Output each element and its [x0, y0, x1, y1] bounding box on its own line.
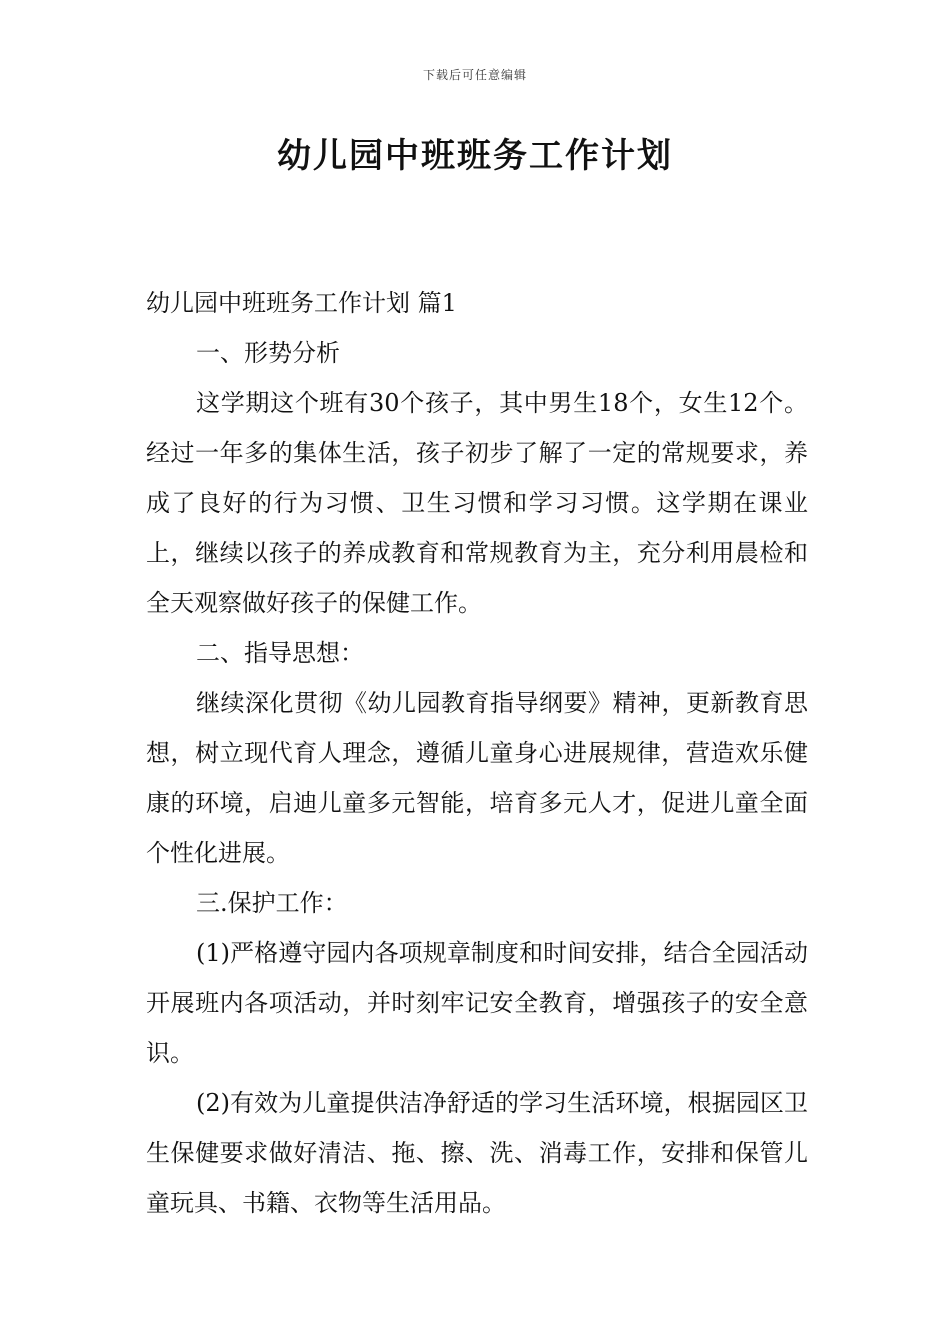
paragraph-protection-item-2: (2)有效为儿童提供洁净舒适的学习生活环境，根据园区卫生保健要求做好清洁、拖、擦、洗、消毒工作，安排和保管儿童玩具、书籍、衣物等生活用品。: [146, 1089, 808, 1217]
paragraph-protection-item-1: (1)严格遵守园内各项规章制度和时间安排，结合全园活动开展班内各项活动，并时刻牢记安全教育，增强孩子的安全意识。: [146, 939, 808, 1067]
document-title: 幼儿园中班班务工作计划: [277, 136, 673, 176]
paragraph-situation-analysis: 这学期这个班有30个孩子，其中男生18个，女生12个。经过一年多的集体生活，孩子初步了解了一定的常规要求，养成了良好的行为习惯、卫生习惯和学习习惯。这学期在课业上，继续以孩子的养成教育和常规教育为主，充分利用晨检和全天观察做好孩子的保健工作。: [146, 389, 808, 617]
header-note: 下载后可任意编辑: [422, 68, 527, 82]
section-subtitle: 幼儿园中班班务工作计划 篇1: [146, 289, 457, 317]
heading-guiding-ideology: 二、指导思想：: [196, 639, 364, 667]
heading-protection-work: 三.保护工作：: [196, 889, 348, 917]
heading-situation-analysis: 一、形势分析: [196, 339, 340, 367]
paragraph-guiding-ideology: 继续深化贯彻《幼儿园教育指导纲要》精神，更新教育思想，树立现代育人理念，遵循儿童身心进展规律，营造欢乐健康的环境，启迪儿童多元智能，培育多元人才，促进儿童全面个性化进展。: [146, 689, 808, 867]
document-body: [146, 278, 808, 1228]
